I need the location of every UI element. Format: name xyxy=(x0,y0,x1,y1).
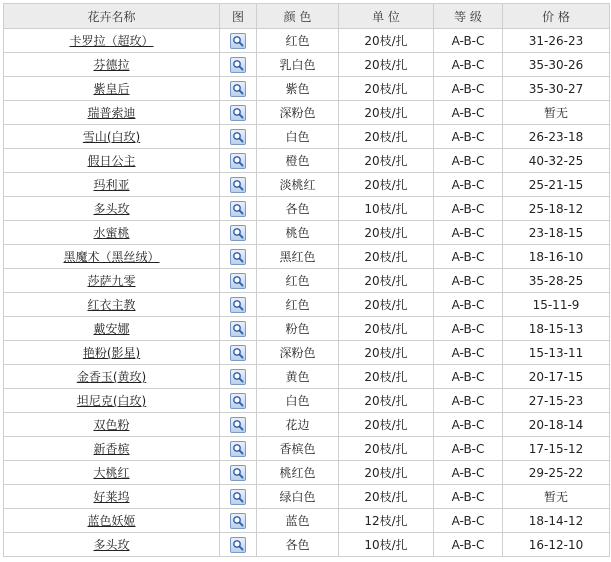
unit-cell: 20枝/扎 xyxy=(339,173,434,197)
header-grade: 等 级 xyxy=(434,4,503,29)
price-cell: 20-18-14 xyxy=(503,413,610,437)
unit-cell: 20枝/扎 xyxy=(339,53,434,77)
magnifier-icon[interactable] xyxy=(230,177,246,193)
image-cell xyxy=(220,533,257,557)
flower-name-cell xyxy=(4,533,220,557)
unit-cell: 20枝/扎 xyxy=(339,461,434,485)
color-cell: 白色 xyxy=(257,389,339,413)
image-cell xyxy=(220,29,257,53)
flower-name-link[interactable]: 艳粉(影星) xyxy=(82,346,141,360)
image-cell xyxy=(220,101,257,125)
unit-cell: 20枝/扎 xyxy=(339,269,434,293)
grade-cell: A-B-C xyxy=(434,125,503,149)
header-flower-name: 花卉名称 xyxy=(4,4,220,29)
grade-cell: A-B-C xyxy=(434,293,503,317)
image-cell xyxy=(220,269,257,293)
flower-name-cell xyxy=(4,389,220,413)
unit-cell: 20枝/扎 xyxy=(339,365,434,389)
magnifier-icon[interactable] xyxy=(230,273,246,289)
color-cell: 黄色 xyxy=(257,365,339,389)
flower-name-link[interactable]: 水蜜桃 xyxy=(93,226,130,240)
flower-name-cell xyxy=(4,125,220,149)
grade-cell: A-B-C xyxy=(434,389,503,413)
unit-cell: 20枝/扎 xyxy=(339,485,434,509)
color-cell: 黑红色 xyxy=(257,245,339,269)
table-header-row xyxy=(4,4,610,29)
grade-cell: A-B-C xyxy=(434,29,503,53)
unit-cell: 20枝/扎 xyxy=(339,341,434,365)
color-cell: 淡桃红 xyxy=(257,173,339,197)
grade-cell: A-B-C xyxy=(434,221,503,245)
flower-name-cell xyxy=(4,365,220,389)
image-cell xyxy=(220,437,257,461)
unit-cell: 20枝/扎 xyxy=(339,149,434,173)
table-row xyxy=(4,389,610,413)
magnifier-icon[interactable] xyxy=(230,441,246,457)
flower-name-link[interactable]: 坦尼克(白玫) xyxy=(76,394,147,408)
price-cell: 16-12-10 xyxy=(503,533,610,557)
flower-name-cell xyxy=(4,29,220,53)
flower-name-cell xyxy=(4,293,220,317)
price-cell: 27-15-23 xyxy=(503,389,610,413)
price-cell: 40-32-25 xyxy=(503,149,610,173)
unit-cell: 20枝/扎 xyxy=(339,245,434,269)
magnifier-icon[interactable] xyxy=(230,345,246,361)
color-cell: 紫色 xyxy=(257,77,339,101)
price-cell: 35-30-26 xyxy=(503,53,610,77)
table-row xyxy=(4,101,610,125)
flower-name-link[interactable]: 红衣主教 xyxy=(87,298,136,312)
magnifier-icon[interactable] xyxy=(230,393,246,409)
magnifier-icon[interactable] xyxy=(230,465,246,481)
grade-cell: A-B-C xyxy=(434,269,503,293)
grade-cell: A-B-C xyxy=(434,245,503,269)
color-cell: 橙色 xyxy=(257,149,339,173)
image-cell xyxy=(220,365,257,389)
header-image: 图 xyxy=(220,4,257,29)
magnifier-icon[interactable] xyxy=(230,513,246,529)
flower-price-table-wrapper xyxy=(3,3,609,557)
flower-name-link[interactable]: 假日公主 xyxy=(87,154,136,168)
magnifier-icon[interactable] xyxy=(230,417,246,433)
grade-cell: A-B-C xyxy=(434,485,503,509)
flower-name-cell xyxy=(4,221,220,245)
flower-name-cell xyxy=(4,53,220,77)
price-cell: 29-25-22 xyxy=(503,461,610,485)
price-cell: 18-14-12 xyxy=(503,509,610,533)
grade-cell: A-B-C xyxy=(434,197,503,221)
unit-cell: 10枝/扎 xyxy=(339,197,434,221)
table-row xyxy=(4,245,610,269)
flower-name-link[interactable]: 黑魔术（黑丝绒） xyxy=(63,250,160,264)
flower-name-link[interactable]: 好莱坞 xyxy=(93,490,130,504)
grade-cell: A-B-C xyxy=(434,149,503,173)
flower-name-cell xyxy=(4,173,220,197)
flower-name-link[interactable]: 大桃红 xyxy=(93,466,130,480)
price-cell: 暂无 xyxy=(503,485,610,509)
flower-name-link[interactable]: 金香玉(黄玫) xyxy=(76,370,147,384)
image-cell xyxy=(220,173,257,197)
table-row xyxy=(4,341,610,365)
price-cell: 35-28-25 xyxy=(503,269,610,293)
price-cell: 31-26-23 xyxy=(503,29,610,53)
image-cell xyxy=(220,461,257,485)
image-cell xyxy=(220,125,257,149)
color-cell: 粉色 xyxy=(257,317,339,341)
grade-cell: A-B-C xyxy=(434,101,503,125)
table-row xyxy=(4,461,610,485)
color-cell: 红色 xyxy=(257,269,339,293)
image-cell xyxy=(220,53,257,77)
table-row xyxy=(4,221,610,245)
unit-cell: 20枝/扎 xyxy=(339,125,434,149)
magnifier-icon[interactable] xyxy=(230,225,246,241)
unit-cell: 20枝/扎 xyxy=(339,29,434,53)
color-cell: 香槟色 xyxy=(257,437,339,461)
table-row xyxy=(4,317,610,341)
magnifier-icon[interactable] xyxy=(230,153,246,169)
magnifier-icon[interactable] xyxy=(230,537,246,553)
table-row xyxy=(4,533,610,557)
unit-cell: 20枝/扎 xyxy=(339,413,434,437)
table-row xyxy=(4,269,610,293)
flower-name-link[interactable]: 芬德拉 xyxy=(93,58,130,72)
table-row xyxy=(4,173,610,197)
flower-name-link[interactable]: 雪山(白玫) xyxy=(82,130,141,144)
unit-cell: 20枝/扎 xyxy=(339,389,434,413)
price-cell: 23-18-15 xyxy=(503,221,610,245)
unit-cell: 20枝/扎 xyxy=(339,101,434,125)
image-cell xyxy=(220,197,257,221)
price-cell: 20-17-15 xyxy=(503,365,610,389)
table-row xyxy=(4,413,610,437)
flower-name-link[interactable]: 戴安娜 xyxy=(93,322,130,336)
magnifier-icon[interactable] xyxy=(230,489,246,505)
header-unit: 单 位 xyxy=(339,4,434,29)
price-cell: 15-11-9 xyxy=(503,293,610,317)
flower-name-link[interactable]: 多头玫 xyxy=(93,202,130,216)
grade-cell: A-B-C xyxy=(434,461,503,485)
image-cell xyxy=(220,221,257,245)
flower-name-link[interactable]: 卡罗拉（超玫） xyxy=(69,34,154,48)
image-cell xyxy=(220,509,257,533)
image-cell xyxy=(220,341,257,365)
grade-cell: A-B-C xyxy=(434,53,503,77)
flower-name-cell xyxy=(4,317,220,341)
flower-name-cell xyxy=(4,101,220,125)
color-cell: 深粉色 xyxy=(257,101,339,125)
unit-cell: 10枝/扎 xyxy=(339,533,434,557)
magnifier-icon[interactable] xyxy=(230,105,246,121)
grade-cell: A-B-C xyxy=(434,437,503,461)
price-cell: 26-23-18 xyxy=(503,125,610,149)
magnifier-icon[interactable] xyxy=(230,321,246,337)
price-cell: 18-16-10 xyxy=(503,245,610,269)
flower-name-cell xyxy=(4,485,220,509)
color-cell: 深粉色 xyxy=(257,341,339,365)
image-cell xyxy=(220,413,257,437)
table-row xyxy=(4,29,610,53)
table-row xyxy=(4,77,610,101)
magnifier-icon[interactable] xyxy=(230,33,246,49)
grade-cell: A-B-C xyxy=(434,77,503,101)
magnifier-icon[interactable] xyxy=(230,81,246,97)
table-row xyxy=(4,293,610,317)
price-cell: 25-18-12 xyxy=(503,197,610,221)
color-cell: 红色 xyxy=(257,29,339,53)
table-body xyxy=(4,29,610,557)
flower-name-cell xyxy=(4,437,220,461)
image-cell xyxy=(220,77,257,101)
table-row xyxy=(4,365,610,389)
table-row xyxy=(4,149,610,173)
unit-cell: 20枝/扎 xyxy=(339,221,434,245)
unit-cell: 20枝/扎 xyxy=(339,293,434,317)
grade-cell: A-B-C xyxy=(434,173,503,197)
flower-name-link[interactable]: 玛利亚 xyxy=(93,178,130,192)
color-cell: 花边 xyxy=(257,413,339,437)
color-cell: 桃色 xyxy=(257,221,339,245)
header-color: 颜 色 xyxy=(257,4,339,29)
color-cell: 红色 xyxy=(257,293,339,317)
flower-name-cell xyxy=(4,413,220,437)
color-cell: 乳白色 xyxy=(257,53,339,77)
unit-cell: 20枝/扎 xyxy=(339,77,434,101)
flower-name-cell xyxy=(4,509,220,533)
flower-name-cell xyxy=(4,245,220,269)
color-cell: 绿白色 xyxy=(257,485,339,509)
magnifier-icon[interactable] xyxy=(230,201,246,217)
magnifier-icon[interactable] xyxy=(230,129,246,145)
table-row xyxy=(4,485,610,509)
image-cell xyxy=(220,293,257,317)
flower-name-link[interactable]: 双色粉 xyxy=(93,418,130,432)
flower-name-link[interactable]: 瑞普索迪 xyxy=(87,106,136,120)
flower-price-table xyxy=(3,3,610,557)
table-row xyxy=(4,125,610,149)
grade-cell: A-B-C xyxy=(434,413,503,437)
table-row xyxy=(4,509,610,533)
magnifier-icon[interactable] xyxy=(230,57,246,73)
color-cell: 白色 xyxy=(257,125,339,149)
table-row xyxy=(4,197,610,221)
flower-name-cell xyxy=(4,149,220,173)
magnifier-icon[interactable] xyxy=(230,297,246,313)
unit-cell: 20枝/扎 xyxy=(339,317,434,341)
magnifier-icon[interactable] xyxy=(230,249,246,265)
grade-cell: A-B-C xyxy=(434,533,503,557)
flower-name-link[interactable]: 莎萨九零 xyxy=(87,274,136,288)
flower-name-link[interactable]: 紫皇后 xyxy=(93,82,130,96)
price-cell: 17-15-12 xyxy=(503,437,610,461)
table-row xyxy=(4,437,610,461)
image-cell xyxy=(220,485,257,509)
image-cell xyxy=(220,389,257,413)
image-cell xyxy=(220,149,257,173)
flower-name-cell xyxy=(4,341,220,365)
color-cell: 蓝色 xyxy=(257,509,339,533)
magnifier-icon[interactable] xyxy=(230,369,246,385)
price-cell: 25-21-15 xyxy=(503,173,610,197)
table-row xyxy=(4,53,610,77)
image-cell xyxy=(220,317,257,341)
grade-cell: A-B-C xyxy=(434,509,503,533)
header-price: 价 格 xyxy=(503,4,610,29)
price-cell: 15-13-11 xyxy=(503,341,610,365)
flower-name-link[interactable]: 蓝色妖姬 xyxy=(87,514,136,528)
flower-name-cell xyxy=(4,461,220,485)
flower-name-cell xyxy=(4,77,220,101)
price-cell: 18-15-13 xyxy=(503,317,610,341)
unit-cell: 12枝/扎 xyxy=(339,509,434,533)
flower-name-cell xyxy=(4,197,220,221)
price-cell: 暂无 xyxy=(503,101,610,125)
grade-cell: A-B-C xyxy=(434,365,503,389)
color-cell: 各色 xyxy=(257,197,339,221)
grade-cell: A-B-C xyxy=(434,317,503,341)
grade-cell: A-B-C xyxy=(434,341,503,365)
flower-name-link[interactable]: 新香槟 xyxy=(93,442,130,456)
flower-name-link[interactable]: 多头玫 xyxy=(93,538,130,552)
price-cell: 35-30-27 xyxy=(503,77,610,101)
color-cell: 桃红色 xyxy=(257,461,339,485)
image-cell xyxy=(220,245,257,269)
flower-name-cell xyxy=(4,269,220,293)
color-cell: 各色 xyxy=(257,533,339,557)
unit-cell: 20枝/扎 xyxy=(339,437,434,461)
